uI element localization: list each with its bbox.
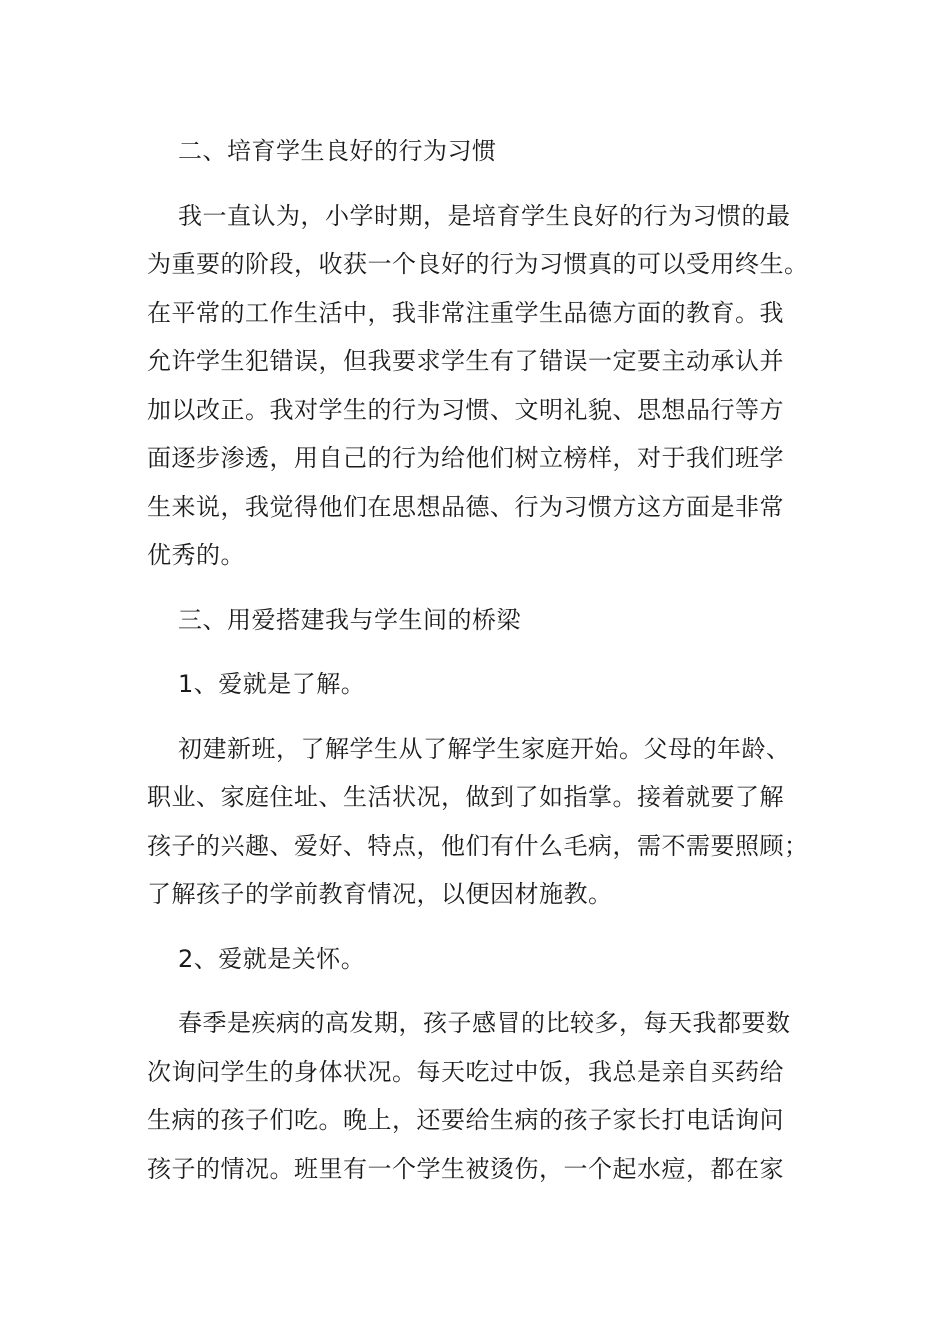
subheading-2: 2、爱就是关怀。 bbox=[178, 944, 366, 973]
text-line: 孩子的情况。班里有一个学生被烫伤，一个起水痘，都在家 bbox=[147, 1154, 784, 1183]
text-line: 允许学生犯错误，但我要求学生有了错误一定要主动承认并 bbox=[147, 347, 784, 375]
paragraph-understanding bbox=[147, 725, 807, 919]
section-heading-3: 三、用爱搭建我与学生间的桥梁 bbox=[178, 605, 521, 634]
text-line: 加以改正。我对学生的行为习惯、文明礼貌、思想品行等方 bbox=[147, 395, 784, 424]
text-line: 优秀的。 bbox=[147, 541, 245, 569]
paragraph-habits bbox=[147, 192, 807, 580]
text-line: 孩子的兴趣、爱好、特点，他们有什么毛病，需不需要照顾； bbox=[147, 831, 809, 860]
text-line: 生来说，我觉得他们在思想品德、行为习惯方这方面是非常 bbox=[147, 492, 784, 521]
text-line: 生病的孩子们吃。晚上，还要给生病的孩子家长打电话询问 bbox=[147, 1106, 784, 1134]
subheading-1: 1、爱就是了解。 bbox=[178, 670, 366, 698]
text-line: 了解孩子的学前教育情况，以便因材施教。 bbox=[147, 880, 613, 908]
paragraph-care bbox=[147, 999, 807, 1193]
text-line: 初建新班，了解学生从了解学生家庭开始。父母的年龄、 bbox=[178, 734, 791, 763]
text-line: 在平常的工作生活中，我非常注重学生品德方面的教育。我 bbox=[147, 298, 784, 327]
document-body bbox=[147, 127, 807, 1209]
text-line: 面逐步渗透，用自己的行为给他们树立榜样，对于我们班学 bbox=[147, 444, 784, 472]
text-line: 职业、家庭住址、生活状况，做到了如指掌。接着就要了解 bbox=[147, 783, 784, 811]
text-line: 春季是疾病的高发期，孩子感冒的比较多，每天我都要数 bbox=[178, 1009, 791, 1037]
text-line: 次询问学生的身体状况。每天吃过中饭，我总是亲自买药给 bbox=[147, 1057, 784, 1086]
text-line: 我一直认为，小学时期，是培育学生良好的行为习惯的最 bbox=[178, 201, 791, 230]
section-heading-2: 二、培育学生良好的行为习惯 bbox=[178, 137, 497, 165]
text-line: 为重要的阶段，收获一个良好的行为习惯真的可以受用终生。 bbox=[147, 250, 809, 278]
